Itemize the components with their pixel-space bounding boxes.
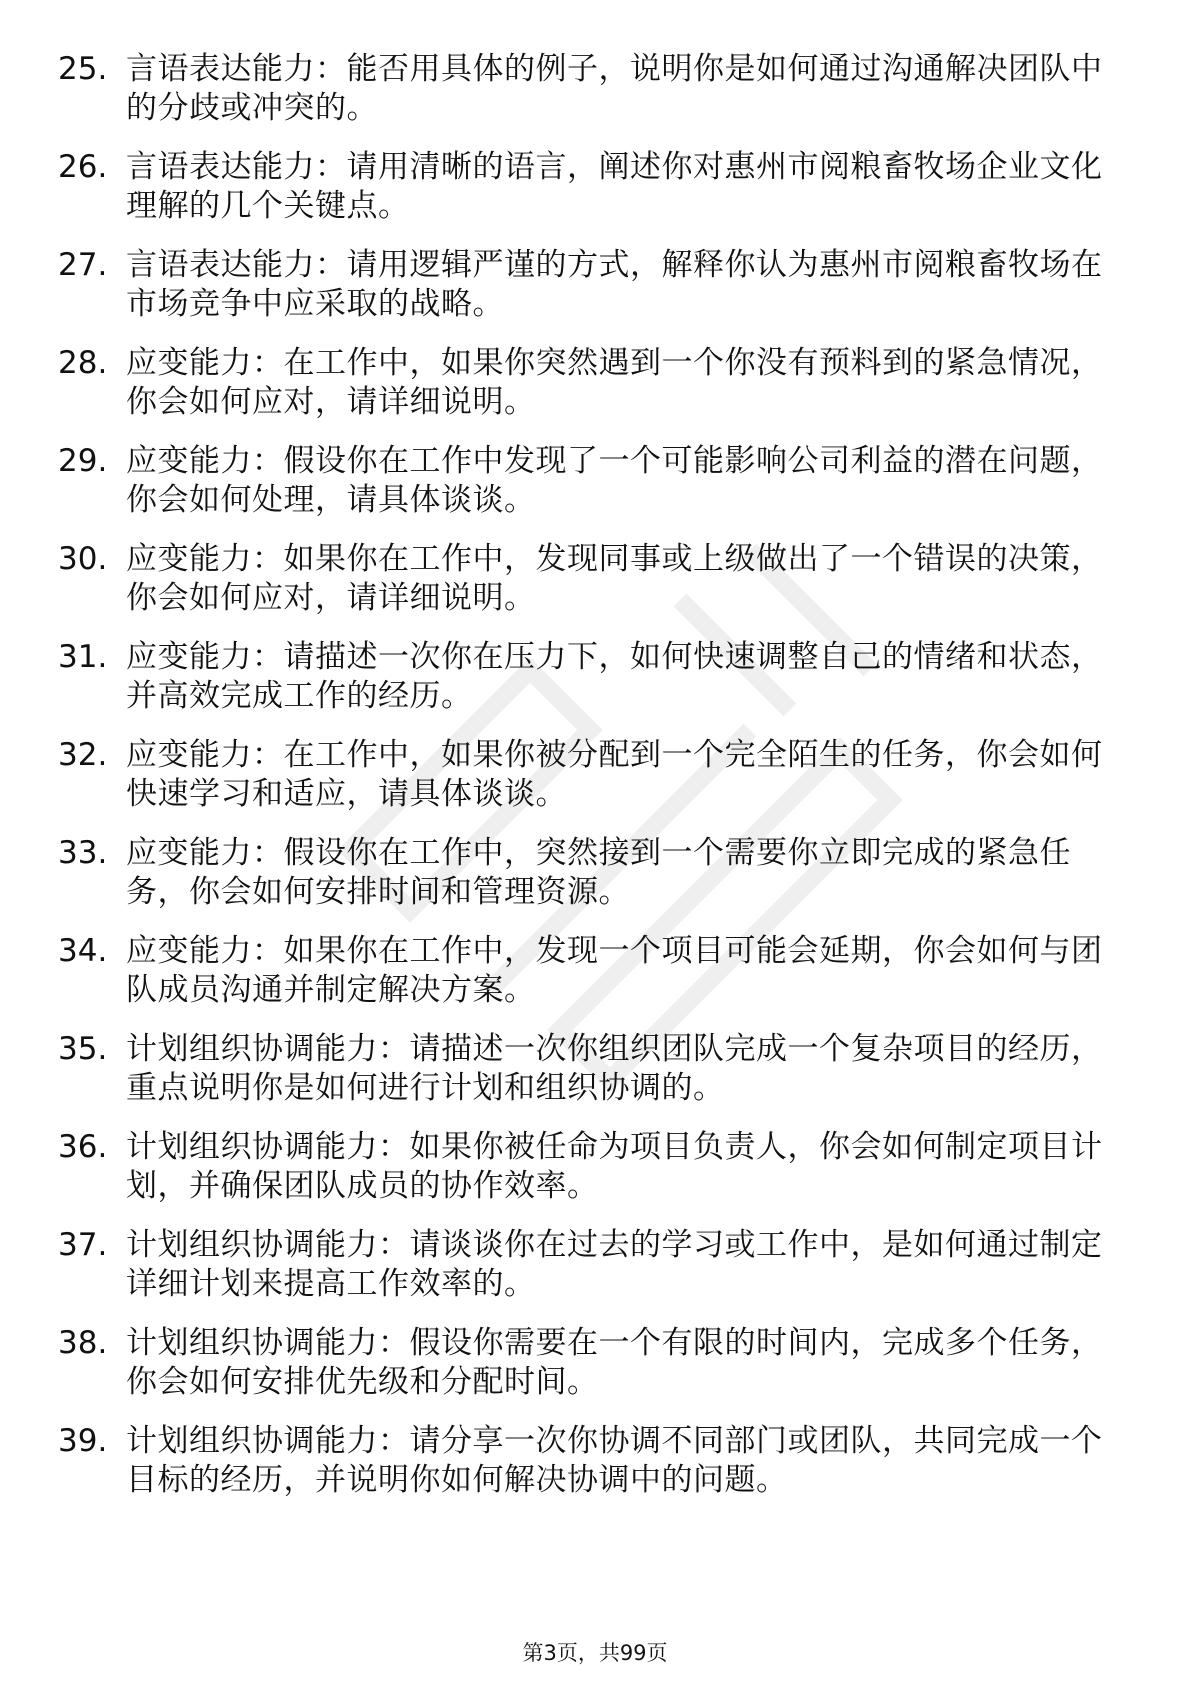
question-number: 28.	[58, 345, 108, 381]
question-list	[58, 50, 1128, 1520]
question-number: 30.	[58, 541, 108, 577]
question-text: 计划组织协调能力：请谈谈你在过去的学习或工作中，是如何通过制定详细计划来提高工作效率的。	[126, 1227, 1103, 1302]
question-item	[58, 1226, 1128, 1304]
question-number: 39.	[58, 1423, 108, 1459]
question-number: 32.	[58, 737, 108, 773]
question-item	[58, 736, 1128, 814]
question-text: 计划组织协调能力：请描述一次你组织团队完成一个复杂项目的经历，重点说明你是如何进行计划和组织协调的。	[126, 1031, 1103, 1106]
question-item	[58, 442, 1128, 520]
question-text: 言语表达能力：请用逻辑严谨的方式，解释你认为惠州市阅粮畜牧场在市场竞争中应采取的战略。	[126, 247, 1103, 322]
question-item	[58, 932, 1128, 1010]
question-text: 言语表达能力：请用清晰的语言，阐述你对惠州市阅粮畜牧场企业文化理解的几个关键点。	[126, 149, 1103, 224]
question-item	[58, 148, 1128, 226]
question-text: 计划组织协调能力：假设你需要在一个有限的时间内，完成多个任务，你会如何安排优先级和分配时间。	[126, 1325, 1103, 1400]
question-item	[58, 1422, 1128, 1500]
question-item	[58, 1030, 1128, 1108]
question-number: 35.	[58, 1031, 108, 1067]
question-item	[58, 1128, 1128, 1206]
question-item	[58, 1324, 1128, 1402]
question-item	[58, 50, 1128, 128]
question-item	[58, 834, 1128, 912]
question-number: 34.	[58, 933, 108, 969]
question-item	[58, 540, 1128, 618]
question-item	[58, 344, 1128, 422]
page-footer: 第3页，共99页	[522, 1641, 668, 1665]
question-number: 33.	[58, 835, 108, 871]
question-text: 应变能力：在工作中，如果你被分配到一个完全陌生的任务，你会如何快速学习和适应，请具体谈谈。	[126, 737, 1103, 812]
question-text: 应变能力：在工作中，如果你突然遇到一个你没有预料到的紧急情况，你会如何应对，请详细说明。	[126, 345, 1103, 420]
question-text: 应变能力：如果你在工作中，发现一个项目可能会延期，你会如何与团队成员沟通并制定解决方案。	[126, 933, 1103, 1008]
question-text: 应变能力：假设你在工作中发现了一个可能影响公司利益的潜在问题，你会如何处理，请具体谈谈。	[126, 443, 1103, 518]
question-text: 计划组织协调能力：请分享一次你协调不同部门或团队，共同完成一个目标的经历，并说明你如何解决协调中的问题。	[126, 1423, 1103, 1498]
question-number: 36.	[58, 1129, 108, 1165]
question-number: 27.	[58, 247, 108, 283]
question-number: 26.	[58, 149, 108, 185]
question-item	[58, 638, 1128, 716]
question-number: 29.	[58, 443, 108, 479]
question-item	[58, 246, 1128, 324]
question-text: 应变能力：假设你在工作中，突然接到一个需要你立即完成的紧急任务，你会如何安排时间和管理资源。	[126, 835, 1071, 910]
question-text: 计划组织协调能力：如果你被任命为项目负责人，你会如何制定项目计划，并确保团队成员的协作效率。	[126, 1129, 1103, 1204]
question-text: 言语表达能力：能否用具体的例子，说明你是如何通过沟通解决团队中的分歧或冲突的。	[126, 51, 1103, 126]
question-number: 25.	[58, 51, 108, 87]
question-text: 应变能力：如果你在工作中，发现同事或上级做出了一个错误的决策，你会如何应对，请详细说明。	[126, 541, 1103, 616]
question-number: 38.	[58, 1325, 108, 1361]
question-number: 37.	[58, 1227, 108, 1263]
question-text: 应变能力：请描述一次你在压力下，如何快速调整自己的情绪和状态，并高效完成工作的经历。	[126, 639, 1103, 714]
question-number: 31.	[58, 639, 108, 675]
